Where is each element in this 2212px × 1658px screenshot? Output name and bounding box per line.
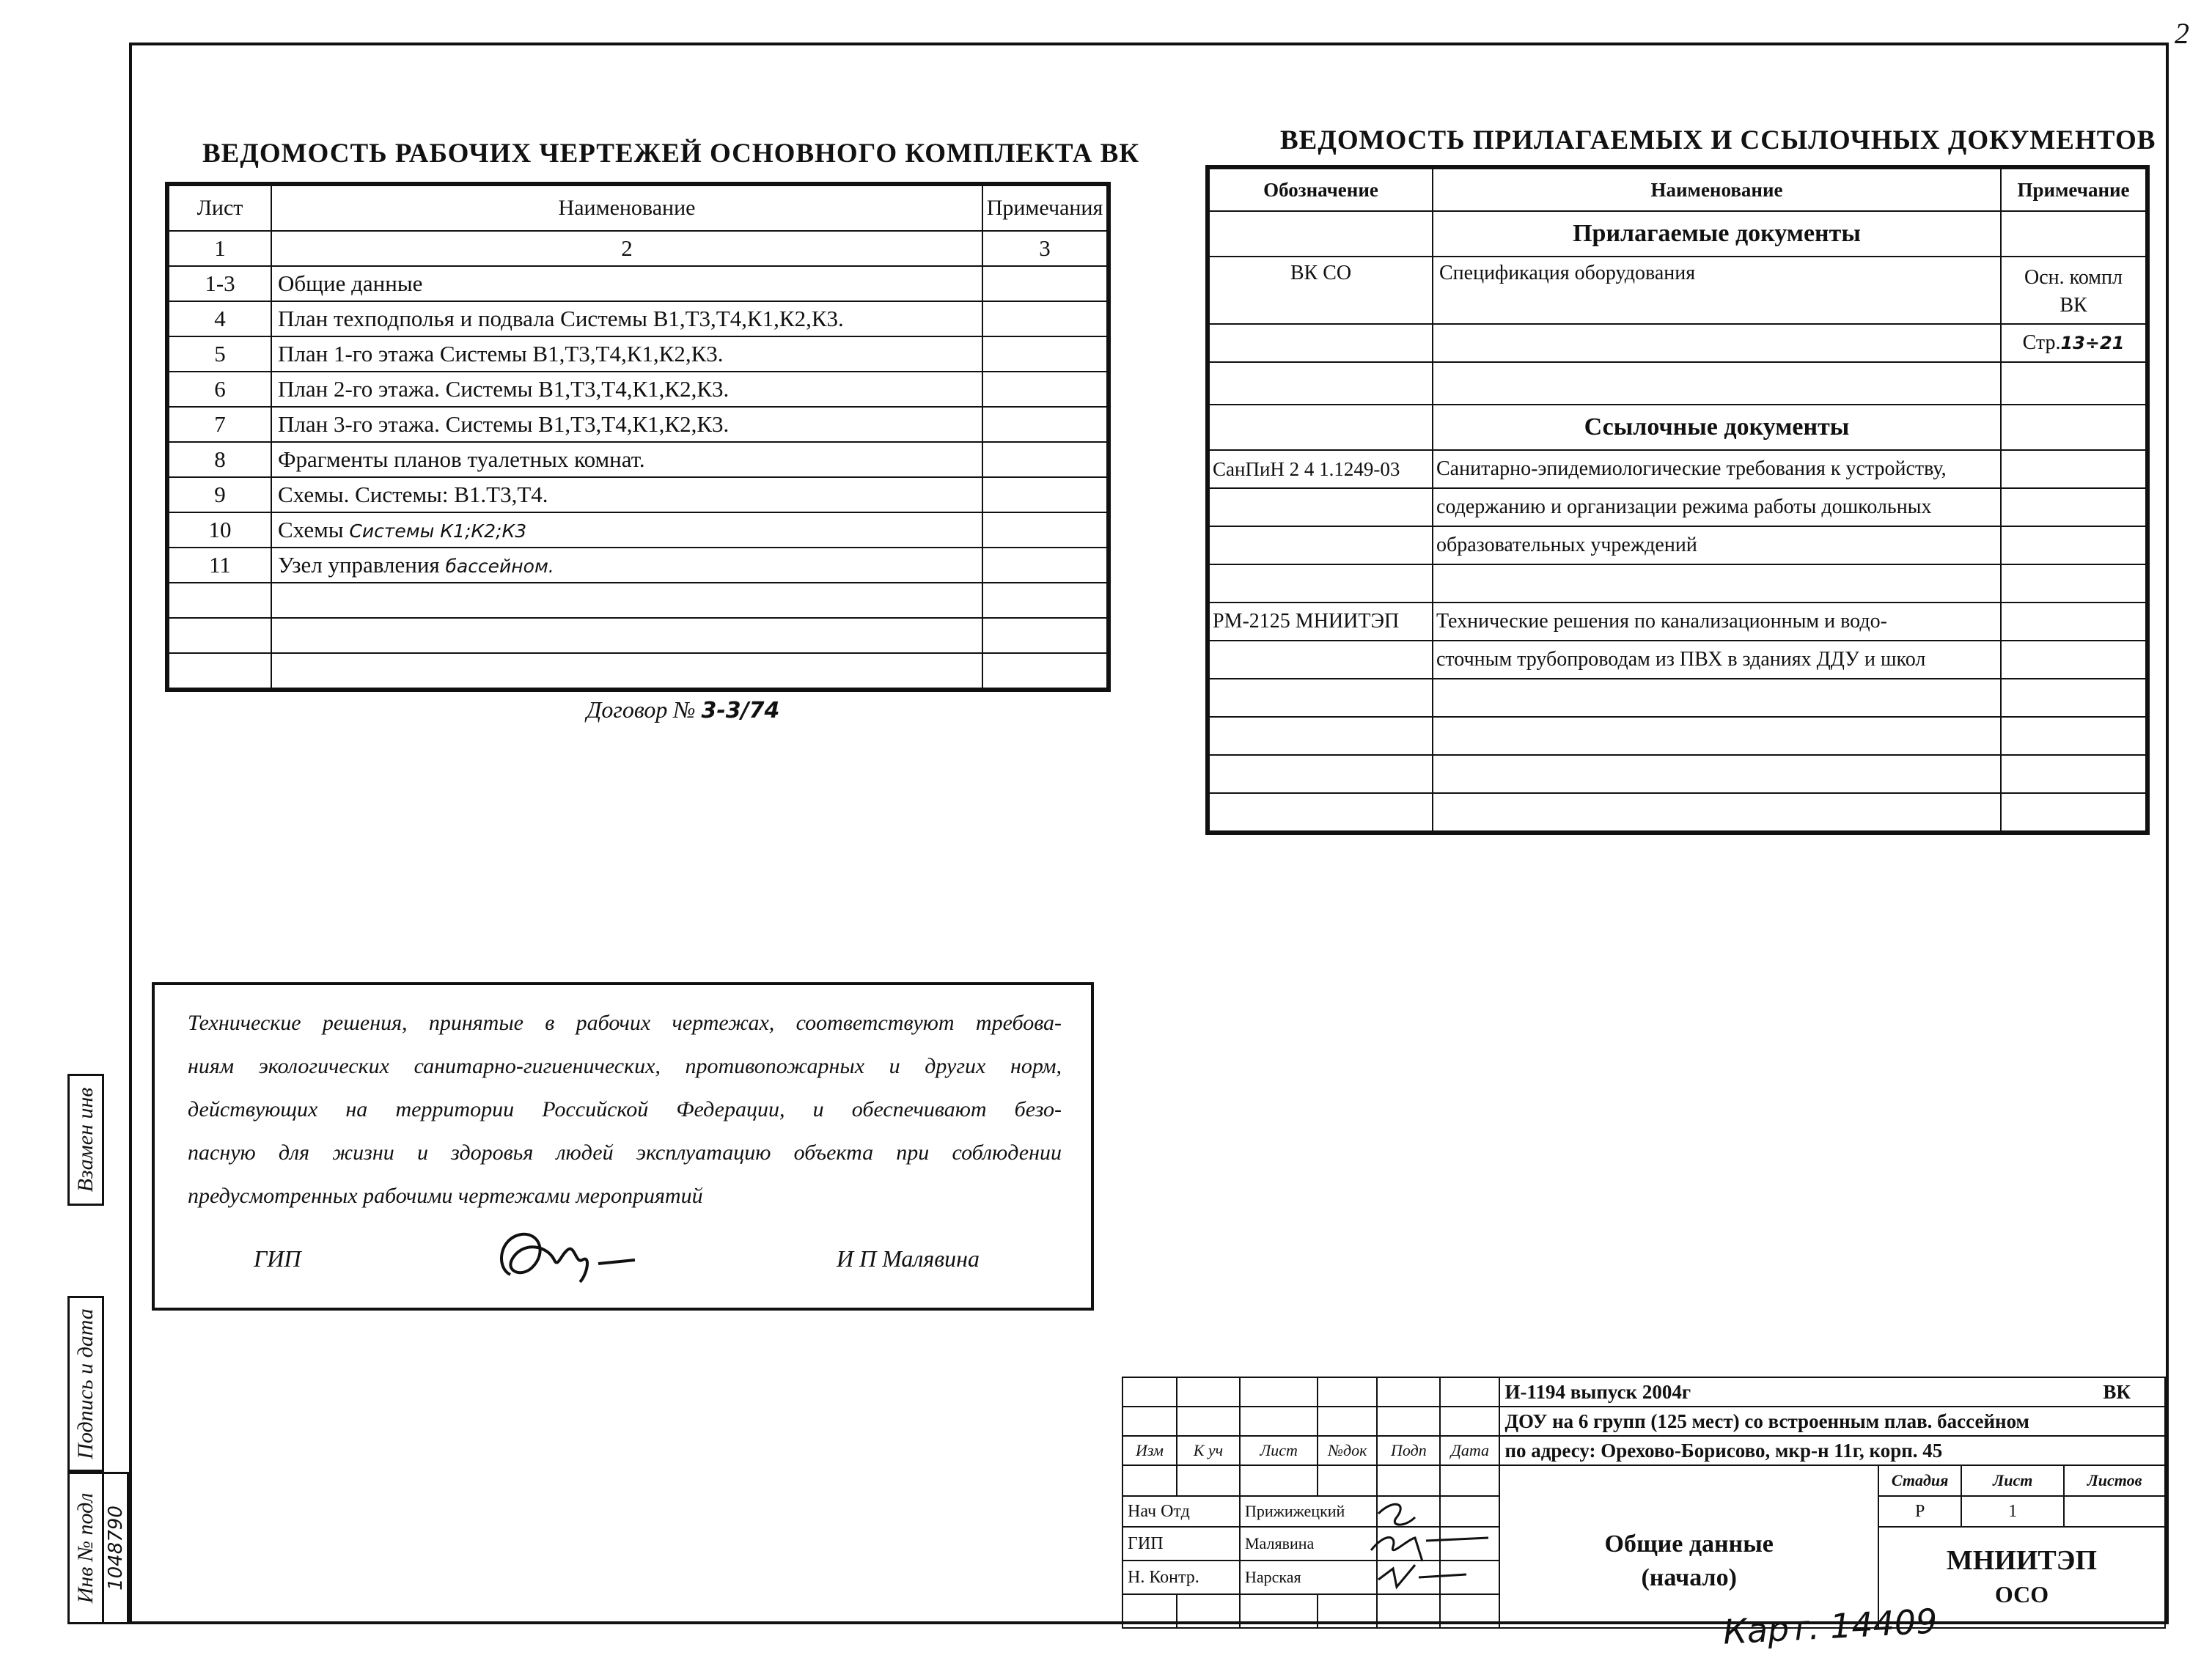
sheet-header: Лист xyxy=(1961,1465,2064,1496)
doc-name: содержанию и организации режима работы дошкольных xyxy=(1433,488,2001,526)
orig-inv-box xyxy=(67,1472,104,1624)
sheet-number: 1-3 xyxy=(169,266,271,301)
sheet-value: 1 xyxy=(1961,1496,2064,1527)
contract-label: Договор № xyxy=(587,696,696,723)
empty-row xyxy=(169,618,1107,653)
stage-value: Р xyxy=(1878,1496,1961,1527)
note-cell xyxy=(982,266,1107,301)
table-row xyxy=(1209,324,2146,362)
sheet-title-line: Общие данные xyxy=(1604,1530,1774,1558)
sheet-name: План 3-го этажа. Системы В1,Т3,Т4,К1,К2,К3. xyxy=(271,407,982,442)
contract-number xyxy=(587,696,779,723)
empty-row xyxy=(1209,564,2146,603)
table-row xyxy=(1209,257,2146,324)
replace-inv-box xyxy=(67,1074,104,1206)
note-cell xyxy=(982,372,1107,407)
table-row xyxy=(1209,641,2146,679)
signer-name: Нарская xyxy=(1240,1561,1377,1594)
col-header: Дата xyxy=(1440,1436,1499,1465)
col-header: Изм xyxy=(1122,1436,1177,1465)
title-block-code-row xyxy=(1499,1377,2165,1407)
sheet-name: План 2-го этажа. Системы В1,Т3,Т4,К1,К2,К3. xyxy=(271,372,982,407)
doc-designation: РМ-2125 МНИИТЭП xyxy=(1209,603,1433,641)
sheets-header: Листов xyxy=(2064,1465,2165,1496)
empty-row xyxy=(1209,793,2146,831)
attached-docs-heading: Прилагаемые документы xyxy=(1433,211,2001,257)
signer-role: ГИП xyxy=(1122,1527,1240,1561)
sheet-number: 7 xyxy=(169,407,271,442)
sheet-number: 4 xyxy=(169,301,271,336)
doc-page-ref xyxy=(2001,324,2146,362)
orig-inv-value-box xyxy=(104,1472,129,1624)
table-row xyxy=(169,372,1107,407)
note-cell xyxy=(982,512,1107,548)
index-cell: 2 xyxy=(271,231,982,266)
sheet-name: План техподполья и подвала Системы В1,Т3,Т4,К1,К2,К3. xyxy=(271,301,982,336)
sheet-name xyxy=(271,512,982,548)
statement-line: действующих на территории Российской Федерации, и обеспечивают безо- xyxy=(188,1097,1062,1121)
sheet-number: 11 xyxy=(169,548,271,583)
title-block xyxy=(1122,1377,2166,1629)
replace-inv-label: Взамен инв xyxy=(73,1087,98,1193)
doc-note-line: Осн. компл xyxy=(2024,266,2123,289)
project-name-line-2: по адресу: Орехово-Борисово, мкр-н 11г, корп. 45 xyxy=(1499,1436,2165,1465)
col-header: Подп xyxy=(1377,1436,1440,1465)
document-section: ВК xyxy=(2103,1380,2131,1403)
statement-line: ниям экологических санитарно-гигиенических, противопожарных и других норм, xyxy=(188,1054,1062,1078)
table-row xyxy=(169,548,1107,583)
documents-list-title: ВЕДОМОСТЬ ПРИЛАГАЕМЫХ И ССЫЛОЧНЫХ ДОКУМЕНТОВ xyxy=(1280,125,2156,155)
contract-value: 3-3/74 xyxy=(701,698,780,723)
table-row xyxy=(1209,450,2146,488)
doc-note xyxy=(2001,257,2146,324)
col-header: №док xyxy=(1318,1436,1377,1465)
sheet-name: Схемы. Системы: В1.Т3,Т4. xyxy=(271,477,982,512)
table-row xyxy=(169,477,1107,512)
compliance-statement xyxy=(152,982,1094,1311)
note-cell xyxy=(982,442,1107,477)
table-row xyxy=(169,442,1107,477)
signer-name: Малявина xyxy=(1240,1527,1377,1561)
note-cell xyxy=(982,548,1107,583)
index-cell: 3 xyxy=(982,231,1107,266)
doc-designation: ВК СО xyxy=(1209,257,1433,324)
statement-line: Технические решения, принятые в рабочих чертежах, соответствуют требова- xyxy=(188,1011,1062,1035)
archive-note: Карт. 14409 xyxy=(1722,1601,1939,1652)
sheet-name: План 1-го этажа Системы В1,Т3,Т4,К1,К2,К3. xyxy=(271,336,982,372)
doc-name: Санитарно-эпидемиологические требования к устройству, xyxy=(1433,450,2001,488)
page-number: 2 xyxy=(2175,17,2189,50)
drawings-table xyxy=(168,185,1108,689)
note-cell xyxy=(982,336,1107,372)
orig-inv-value: 1048790 xyxy=(104,1506,127,1591)
doc-note-line: ВК xyxy=(2059,294,2087,317)
table-row xyxy=(169,407,1107,442)
table-row xyxy=(169,512,1107,548)
sheet-title xyxy=(1499,1465,1878,1628)
signer-role: Н. Контр. xyxy=(1122,1561,1240,1594)
sheet-name-printed: Схемы xyxy=(278,517,350,542)
empty-row xyxy=(1209,679,2146,717)
col-sheet-header: Лист xyxy=(169,185,271,231)
note-cell xyxy=(982,407,1107,442)
table-row xyxy=(169,301,1107,336)
empty-row xyxy=(169,583,1107,618)
empty-row xyxy=(1209,755,2146,793)
doc-name: сточным трубопроводам из ПВХ в зданиях ДДУ и школ xyxy=(1433,641,2001,679)
table-row xyxy=(169,336,1107,372)
col-note-header: Примечание xyxy=(2001,169,2146,211)
statement-signer-name: И П Малявина xyxy=(837,1245,980,1272)
page-label: Стр. xyxy=(2022,331,2061,354)
col-header: Лист xyxy=(1240,1436,1318,1465)
sheet-number: 6 xyxy=(169,372,271,407)
sheet-name-handwritten: бассейном. xyxy=(445,556,554,577)
statement-line: пасную для жизни и здоровья людей эксплуатацию объекта при соблюдении xyxy=(188,1141,1062,1165)
signature-date-box xyxy=(67,1296,104,1472)
sheet-number: 10 xyxy=(169,512,271,548)
stage-header: Стадия xyxy=(1878,1465,1961,1496)
doc-name: образовательных учреждений xyxy=(1433,526,2001,564)
page-range: 13÷21 xyxy=(2060,333,2125,353)
table-row xyxy=(1209,603,2146,641)
orig-inv-label: Инв № подл xyxy=(73,1492,98,1604)
signer-role: Нач Отд xyxy=(1122,1496,1240,1527)
sheet-name: Фрагменты планов туалетных комнат. xyxy=(271,442,982,477)
documents-table xyxy=(1208,168,2147,832)
note-cell xyxy=(982,301,1107,336)
index-cell: 1 xyxy=(169,231,271,266)
project-name-line-1: ДОУ на 6 групп (125 мест) со встроенным плав. бассейном xyxy=(1499,1407,2165,1436)
reference-docs-heading: Ссылочные документы xyxy=(1433,405,2001,450)
sheet-name xyxy=(271,548,982,583)
table-row xyxy=(1209,526,2146,564)
statement-line: предусмотренных рабочими чертежами мероприятий xyxy=(188,1184,703,1208)
col-name-header: Наименование xyxy=(1433,169,2001,211)
sheet-title-line: (начало) xyxy=(1641,1564,1737,1591)
sheet-name: Общие данные xyxy=(271,266,982,301)
statement-role: ГИП xyxy=(254,1245,301,1272)
gip-signature xyxy=(488,1223,657,1289)
doc-name: Технические решения по канализационным и водо- xyxy=(1433,603,2001,641)
title-block-signatures xyxy=(1364,1495,1496,1598)
sheet-number: 5 xyxy=(169,336,271,372)
organization-dept: ОСО xyxy=(1994,1581,2049,1607)
col-designation-header: Обозначение xyxy=(1209,169,1433,211)
empty-row xyxy=(1209,362,2146,405)
doc-name: Спецификация оборудования xyxy=(1433,257,2001,324)
sheet-name-handwritten: Системы К1;К2;К3 xyxy=(349,520,527,542)
note-cell xyxy=(982,477,1107,512)
document-code: И-1194 выпуск 2004г xyxy=(1504,1380,1691,1403)
sheet-name-printed: Узел управления xyxy=(278,552,446,578)
empty-row xyxy=(1209,717,2146,755)
table-row xyxy=(1209,488,2146,526)
sheet-number: 9 xyxy=(169,477,271,512)
doc-designation: СанПиН 2 4 1.1249-03 xyxy=(1209,450,1433,488)
sheet-number: 8 xyxy=(169,442,271,477)
drawings-list-title: ВЕДОМОСТЬ РАБОЧИХ ЧЕРТЕЖЕЙ ОСНОВНОГО КОМПЛЕКТА ВК xyxy=(202,139,1140,169)
col-notes-header: Примечания xyxy=(982,185,1107,231)
table-row xyxy=(169,266,1107,301)
signer-name: Прижижецкий xyxy=(1240,1496,1377,1527)
empty-row xyxy=(169,653,1107,688)
col-header: К уч xyxy=(1177,1436,1240,1465)
organization-name: МНИИТЭП xyxy=(1946,1545,2098,1576)
signature-date-label: Подпись и дата xyxy=(73,1308,98,1459)
col-name-header: Наименование xyxy=(271,185,982,231)
